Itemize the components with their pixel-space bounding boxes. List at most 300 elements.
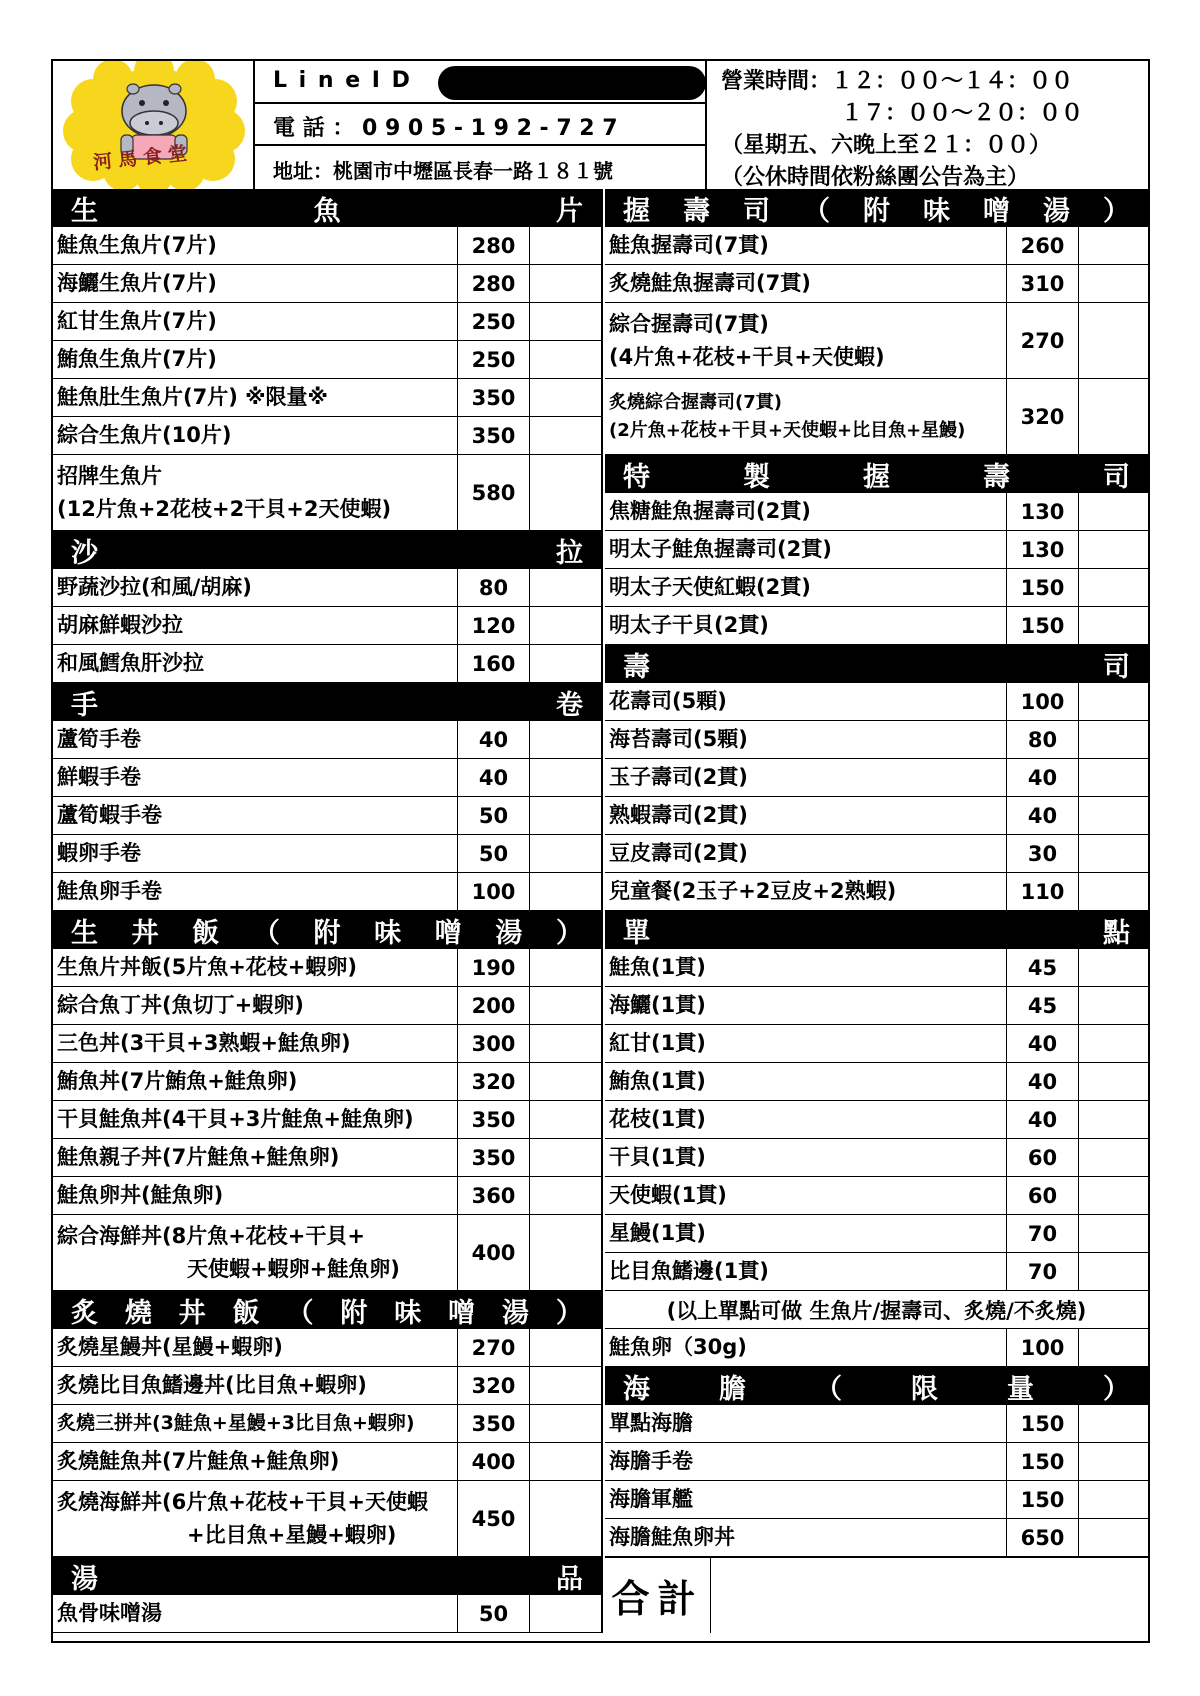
menu-item-row bbox=[605, 1405, 1148, 1443]
section-title-char: 湯 bbox=[502, 1297, 529, 1329]
item-price: 40 bbox=[457, 721, 529, 758]
section-title-char: 湯 bbox=[495, 917, 523, 949]
section-title-char: 壽 bbox=[683, 195, 710, 227]
item-name-line: 星鰻(1貫) bbox=[609, 1221, 706, 1246]
line-id-label: L i n e I D bbox=[273, 68, 412, 93]
item-price: 130 bbox=[1006, 493, 1078, 530]
menu-item-row bbox=[605, 721, 1148, 759]
item-price: 100 bbox=[457, 873, 529, 910]
right-column bbox=[605, 189, 1148, 1633]
total-box[interactable] bbox=[712, 1558, 1148, 1633]
quantity-box[interactable] bbox=[529, 949, 603, 986]
item-name-line: 蘆筍蝦手卷 bbox=[57, 803, 162, 828]
item-name bbox=[609, 1063, 706, 1100]
item-name bbox=[57, 455, 391, 530]
item-name bbox=[57, 1177, 223, 1214]
logo-text: 河馬食堂 bbox=[92, 141, 195, 175]
quantity-box[interactable] bbox=[1078, 683, 1148, 720]
section-header-nigiri bbox=[605, 189, 1148, 227]
quantity-box[interactable] bbox=[1078, 227, 1148, 264]
item-name bbox=[57, 1367, 367, 1404]
quantity-box[interactable] bbox=[529, 1177, 603, 1214]
menu-item-row bbox=[53, 1025, 601, 1063]
sushi-list bbox=[605, 683, 1148, 911]
quantity-box[interactable] bbox=[529, 1367, 603, 1404]
section-title-char: 品 bbox=[556, 1563, 583, 1595]
quantity-box[interactable] bbox=[1078, 531, 1148, 568]
quantity-box[interactable] bbox=[1078, 569, 1148, 606]
quantity-box[interactable] bbox=[1078, 1101, 1148, 1138]
menu-item-row bbox=[53, 835, 601, 873]
item-name-line: 豆皮壽司(2貫) bbox=[609, 841, 748, 866]
section-title-char: 魚 bbox=[313, 195, 341, 227]
item-name bbox=[57, 1481, 428, 1556]
quantity-box[interactable] bbox=[1078, 303, 1148, 378]
menu-item-row bbox=[53, 569, 601, 607]
menu-item-row bbox=[605, 797, 1148, 835]
total-row bbox=[605, 1557, 1148, 1633]
item-price: 45 bbox=[1006, 987, 1078, 1024]
menu-item-row bbox=[53, 1215, 601, 1291]
menu-item-row bbox=[605, 379, 1148, 455]
item-name bbox=[609, 1025, 706, 1062]
item-price: 70 bbox=[1006, 1215, 1078, 1252]
item-name bbox=[609, 873, 896, 910]
item-price: 130 bbox=[1006, 531, 1078, 568]
menu-item-row bbox=[53, 797, 601, 835]
nigiri-list bbox=[605, 227, 1148, 455]
item-name-line-2: (12片魚+2花枝+2干貝+2天使蝦) bbox=[57, 496, 392, 521]
item-name-line-2: (4片魚+花枝+干貝+天使蝦) bbox=[609, 344, 885, 369]
menu-item-row bbox=[605, 303, 1148, 379]
quantity-box[interactable] bbox=[529, 417, 603, 454]
item-price: 320 bbox=[457, 1367, 529, 1404]
section-header-raw-don bbox=[53, 911, 601, 949]
menu-item-row bbox=[53, 721, 601, 759]
menu-item-row bbox=[53, 759, 601, 797]
section-title-char: 單 bbox=[623, 917, 650, 949]
quantity-box[interactable] bbox=[529, 341, 603, 378]
sashimi-list bbox=[53, 227, 601, 531]
menu-item-row bbox=[605, 987, 1148, 1025]
item-name bbox=[57, 607, 183, 644]
item-name-line: 炙燒星鰻丼(星鰻+蝦卵) bbox=[57, 1335, 283, 1360]
item-name-line: 綜合魚丁丼(魚切丁+蝦卵) bbox=[57, 993, 304, 1018]
item-name-line: 比目魚鰭邊(1貫) bbox=[609, 1259, 769, 1284]
item-name-line: 海鱺生魚片(7片) bbox=[57, 271, 217, 296]
menu-item-row bbox=[53, 455, 601, 531]
quantity-box[interactable] bbox=[1078, 797, 1148, 834]
item-price: 250 bbox=[457, 303, 529, 340]
section-title-char: 限 bbox=[911, 1373, 938, 1405]
menu-item-row bbox=[53, 987, 601, 1025]
section-header-single bbox=[605, 911, 1148, 949]
quantity-box[interactable] bbox=[1078, 1139, 1148, 1176]
menu-item-row bbox=[605, 531, 1148, 569]
single-list bbox=[605, 949, 1148, 1291]
quantity-box[interactable] bbox=[1078, 265, 1148, 302]
quantity-box[interactable] bbox=[529, 303, 603, 340]
section-header-handroll bbox=[53, 683, 601, 721]
item-name-line: 干貝(1貫) bbox=[609, 1145, 706, 1170]
menu-item-row bbox=[53, 1177, 601, 1215]
item-name-line: 炙燒海鮮丼(6片魚+花枝+干貝+天使蝦 bbox=[57, 1489, 428, 1514]
item-name bbox=[609, 949, 706, 986]
menu-item-row bbox=[605, 1519, 1148, 1557]
item-price: 280 bbox=[457, 265, 529, 302]
item-name bbox=[57, 341, 217, 378]
section-title-char: 附 bbox=[340, 1297, 368, 1329]
item-price: 350 bbox=[457, 1405, 529, 1442]
menu-item-row bbox=[605, 569, 1148, 607]
item-price: 60 bbox=[1006, 1139, 1078, 1176]
section-title-char: 司 bbox=[1103, 651, 1130, 683]
item-name bbox=[57, 797, 162, 834]
item-name bbox=[609, 227, 769, 264]
menu-item-row bbox=[53, 645, 601, 683]
item-name-line: 和風鱈魚肝沙拉 bbox=[57, 651, 204, 676]
item-name-line: 招牌生魚片 bbox=[57, 463, 162, 488]
section-title-char: 片 bbox=[556, 195, 583, 227]
item-name-line: 三色丼(3干貝+3熟蝦+鮭魚卵) bbox=[57, 1031, 351, 1056]
section-title-char: 噌 bbox=[434, 917, 462, 949]
quantity-box[interactable] bbox=[529, 1139, 603, 1176]
menu-item-row bbox=[53, 379, 601, 417]
quantity-box[interactable] bbox=[1078, 721, 1148, 758]
phone-number: 電 話 ： 0 9 0 5 - 1 9 2 - 7 2 7 bbox=[273, 116, 618, 141]
quantity-box[interactable] bbox=[1078, 607, 1148, 644]
section-title-char: 司 bbox=[743, 195, 770, 227]
section-title-char: 握 bbox=[863, 461, 890, 493]
item-name bbox=[57, 759, 141, 796]
menu-item-row bbox=[53, 1443, 601, 1481]
hours-line-2: １７：００～２０：００ bbox=[841, 101, 1084, 126]
quantity-box[interactable] bbox=[529, 1481, 603, 1556]
item-price: 280 bbox=[457, 227, 529, 264]
item-price: 160 bbox=[457, 645, 529, 682]
quantity-box[interactable] bbox=[1078, 379, 1148, 454]
section-title-char: 沙 bbox=[71, 537, 98, 569]
section-title-char: 味 bbox=[374, 917, 402, 949]
menu-sheet bbox=[51, 59, 1150, 1643]
quantity-box[interactable] bbox=[529, 1595, 603, 1632]
address-row bbox=[255, 146, 705, 189]
item-name-line: 海膽鮭魚卵丼 bbox=[609, 1525, 735, 1550]
item-price: 360 bbox=[457, 1177, 529, 1214]
handroll-list bbox=[53, 721, 601, 911]
section-title-char: 湯 bbox=[71, 1563, 98, 1595]
quantity-box[interactable] bbox=[1078, 493, 1148, 530]
menu-item-row bbox=[53, 1101, 601, 1139]
section-title-char: 丼 bbox=[178, 1297, 206, 1329]
item-name-line: 鮭魚親子丼(7片鮭魚+鮭魚卵) bbox=[57, 1145, 340, 1170]
item-name-line: 熟蝦壽司(2貫) bbox=[609, 803, 748, 828]
section-title-char: 手 bbox=[71, 689, 98, 721]
item-price: 260 bbox=[1006, 227, 1078, 264]
quantity-box[interactable] bbox=[529, 455, 603, 530]
quantity-box[interactable] bbox=[1078, 1405, 1148, 1442]
item-name bbox=[609, 987, 706, 1024]
quantity-box[interactable] bbox=[1078, 873, 1148, 910]
item-name bbox=[609, 1177, 727, 1214]
item-price: 300 bbox=[457, 1025, 529, 1062]
section-title-char: （ bbox=[815, 1373, 842, 1405]
quantity-box[interactable] bbox=[529, 1405, 603, 1442]
quantity-box[interactable] bbox=[529, 1443, 603, 1480]
section-title-char: 壽 bbox=[983, 461, 1010, 493]
menu-item-row bbox=[605, 873, 1148, 911]
item-name-line: 單點海膽 bbox=[609, 1411, 693, 1436]
quantity-box[interactable] bbox=[1078, 949, 1148, 986]
menu-item-row bbox=[605, 949, 1148, 987]
left-column bbox=[53, 189, 603, 1633]
menu-item-row bbox=[605, 1101, 1148, 1139]
item-name bbox=[57, 721, 141, 758]
menu-item-row bbox=[605, 607, 1148, 645]
section-title-char: （ bbox=[286, 1297, 314, 1329]
menu-item-row bbox=[605, 1329, 1148, 1367]
section-title-char: 湯 bbox=[1043, 195, 1070, 227]
item-name-line: 魚骨味噌湯 bbox=[57, 1601, 162, 1626]
item-name bbox=[609, 1405, 693, 1442]
quantity-box[interactable] bbox=[529, 569, 603, 606]
menu-item-row bbox=[53, 1481, 601, 1557]
section-title-char: ） bbox=[555, 1297, 583, 1329]
quantity-box[interactable] bbox=[529, 265, 603, 302]
item-price: 100 bbox=[1006, 1329, 1078, 1366]
hippo-logo-icon bbox=[53, 61, 255, 189]
hours-line-4: （公休時間依粉絲團公告為主） bbox=[721, 165, 1030, 187]
item-name-line: 海鱺(1貫) bbox=[609, 993, 706, 1018]
item-name bbox=[57, 569, 252, 606]
section-title-char: ） bbox=[1103, 1373, 1130, 1405]
section-title-char: 飯 bbox=[192, 917, 220, 949]
item-name-line: 生魚片丼飯(5片魚+花枝+蝦卵) bbox=[57, 955, 357, 980]
section-header-sushi bbox=[605, 645, 1148, 683]
item-name-line: 炙燒鮭魚握壽司(7貫) bbox=[609, 271, 811, 296]
item-name bbox=[609, 493, 811, 530]
quantity-box[interactable] bbox=[529, 987, 603, 1024]
item-name-line: 海膽軍艦 bbox=[609, 1487, 693, 1512]
quantity-box[interactable] bbox=[529, 721, 603, 758]
menu-item-row bbox=[53, 873, 601, 911]
menu-header bbox=[53, 61, 1148, 189]
quantity-box[interactable] bbox=[1078, 1519, 1148, 1556]
item-name bbox=[57, 1329, 283, 1366]
item-price: 60 bbox=[1006, 1177, 1078, 1214]
item-name bbox=[57, 1101, 414, 1138]
menu-item-row bbox=[53, 417, 601, 455]
section-title-char: 膽 bbox=[719, 1373, 746, 1405]
special-nigiri-list bbox=[605, 493, 1148, 645]
section-title-char: ） bbox=[556, 917, 583, 949]
menu-item-row bbox=[53, 1063, 601, 1101]
soup-list bbox=[53, 1595, 601, 1633]
item-name bbox=[609, 797, 748, 834]
section-header-soup bbox=[53, 1557, 601, 1595]
item-price: 190 bbox=[457, 949, 529, 986]
item-price: 45 bbox=[1006, 949, 1078, 986]
menu-item-row bbox=[605, 1177, 1148, 1215]
salad-list bbox=[53, 569, 601, 683]
item-name bbox=[57, 1215, 400, 1290]
menu-item-row bbox=[605, 683, 1148, 721]
item-price: 40 bbox=[1006, 1063, 1078, 1100]
quantity-box[interactable] bbox=[529, 227, 603, 264]
section-title-char: 丼 bbox=[131, 917, 159, 949]
quantity-box[interactable] bbox=[1078, 1481, 1148, 1518]
section-title-char: 製 bbox=[743, 461, 770, 493]
quantity-box[interactable] bbox=[1078, 1177, 1148, 1214]
item-name-line: 天使蝦(1貫) bbox=[609, 1183, 727, 1208]
item-name-line: 炙燒三拼丼(3鮭魚+星鰻+3比目魚+蝦卵) bbox=[57, 1411, 415, 1434]
item-name-line: 野蔬沙拉(和風/胡麻) bbox=[57, 575, 252, 600]
quantity-box[interactable] bbox=[529, 607, 603, 644]
item-name bbox=[57, 1443, 339, 1480]
item-price: 50 bbox=[457, 835, 529, 872]
item-name-line-2: 天使蝦+蝦卵+鮭魚卵) bbox=[187, 1256, 400, 1281]
item-price: 40 bbox=[1006, 1025, 1078, 1062]
item-name-line: 花壽司(5顆) bbox=[609, 689, 727, 714]
menu-item-row bbox=[53, 1595, 601, 1633]
item-name bbox=[57, 835, 141, 872]
quantity-box[interactable] bbox=[1078, 1025, 1148, 1062]
item-price: 450 bbox=[457, 1481, 529, 1556]
menu-item-row bbox=[605, 1481, 1148, 1519]
quantity-box[interactable] bbox=[1078, 835, 1148, 872]
item-price: 350 bbox=[457, 379, 529, 416]
section-title-char: 特 bbox=[623, 461, 650, 493]
item-name-line: 紅甘生魚片(7片) bbox=[57, 309, 217, 334]
item-name bbox=[609, 607, 769, 644]
section-title-char: 噌 bbox=[983, 195, 1010, 227]
item-name bbox=[57, 1063, 297, 1100]
quantity-box[interactable] bbox=[529, 797, 603, 834]
item-name bbox=[609, 1253, 769, 1290]
item-price: 270 bbox=[457, 1329, 529, 1366]
quantity-box[interactable] bbox=[1078, 1329, 1148, 1366]
quantity-box[interactable] bbox=[529, 1329, 603, 1366]
quantity-box[interactable] bbox=[529, 835, 603, 872]
section-title-char: 生 bbox=[71, 195, 98, 227]
item-price: 310 bbox=[1006, 265, 1078, 302]
item-name-line: 花枝(1貫) bbox=[609, 1107, 706, 1132]
menu-item-row bbox=[53, 341, 601, 379]
menu-item-row bbox=[605, 1063, 1148, 1101]
phone-row bbox=[255, 104, 705, 146]
item-name bbox=[609, 835, 748, 872]
item-price: 400 bbox=[457, 1443, 529, 1480]
item-price: 50 bbox=[457, 797, 529, 834]
section-title-char: 燒 bbox=[124, 1297, 152, 1329]
quantity-box[interactable] bbox=[529, 873, 603, 910]
quantity-box[interactable] bbox=[529, 645, 603, 682]
menu-item-row bbox=[53, 1405, 601, 1443]
menu-item-row bbox=[605, 759, 1148, 797]
quantity-box[interactable] bbox=[529, 759, 603, 796]
menu-item-row bbox=[53, 949, 601, 987]
item-name bbox=[609, 1139, 706, 1176]
menu-item-row bbox=[605, 265, 1148, 303]
section-title-char: 味 bbox=[394, 1297, 422, 1329]
item-name bbox=[57, 949, 357, 986]
item-name-line: 兒童餐(2玉子+2豆皮+2熟蝦) bbox=[609, 879, 897, 904]
quantity-box[interactable] bbox=[529, 1063, 603, 1100]
item-name bbox=[609, 379, 965, 454]
redacted-line-id bbox=[438, 66, 705, 100]
item-name-line: 鮭魚卵手卷 bbox=[57, 879, 162, 904]
quantity-box[interactable] bbox=[1078, 987, 1148, 1024]
hours-line-1: 營業時間：１２：００～１４：００ bbox=[721, 69, 1074, 94]
item-price: 50 bbox=[457, 1595, 529, 1632]
item-price: 350 bbox=[457, 417, 529, 454]
menu-item-row bbox=[53, 227, 601, 265]
quantity-box[interactable] bbox=[1078, 1215, 1148, 1252]
section-title-char: 量 bbox=[1007, 1373, 1034, 1405]
item-price: 80 bbox=[457, 569, 529, 606]
quantity-box[interactable] bbox=[1078, 1253, 1148, 1290]
section-title-char: 噌 bbox=[448, 1297, 476, 1329]
item-name-line: 海苔壽司(5顆) bbox=[609, 727, 748, 752]
quantity-box[interactable] bbox=[529, 1101, 603, 1138]
item-price: 70 bbox=[1006, 1253, 1078, 1290]
quantity-box[interactable] bbox=[1078, 1063, 1148, 1100]
item-name: 鮭魚卵（30g) bbox=[609, 1335, 747, 1360]
quantity-box[interactable] bbox=[529, 1025, 603, 1062]
item-price: 40 bbox=[1006, 759, 1078, 796]
quantity-box[interactable] bbox=[529, 1215, 603, 1290]
section-title-char: 點 bbox=[1103, 917, 1130, 949]
item-name bbox=[609, 303, 885, 378]
uni-list bbox=[605, 1405, 1148, 1557]
item-name bbox=[609, 1101, 706, 1138]
item-price: 30 bbox=[1006, 835, 1078, 872]
item-name-line: 蝦卵手卷 bbox=[57, 841, 141, 866]
item-name-line: 綜合海鮮丼(8片魚+花枝+干貝+ bbox=[57, 1223, 365, 1248]
item-price: 40 bbox=[1006, 1101, 1078, 1138]
item-name-line: 明太子鮭魚握壽司(2貫) bbox=[609, 537, 832, 562]
quantity-box[interactable] bbox=[1078, 759, 1148, 796]
total-label: 合計 bbox=[605, 1558, 711, 1633]
item-name-line: 炙燒比目魚鰭邊丼(比目魚+蝦卵) bbox=[57, 1373, 367, 1398]
aburi-don-list bbox=[53, 1329, 601, 1557]
item-price: 580 bbox=[457, 455, 529, 530]
section-title-char: 壽 bbox=[623, 651, 650, 683]
item-price: 150 bbox=[1006, 607, 1078, 644]
item-price: 40 bbox=[1006, 797, 1078, 834]
menu-item-row bbox=[605, 1215, 1148, 1253]
item-price: 150 bbox=[1006, 1481, 1078, 1518]
item-name bbox=[57, 227, 217, 264]
menu-item-row bbox=[53, 1329, 601, 1367]
section-title-char: 卷 bbox=[556, 689, 583, 721]
section-header-sashimi bbox=[53, 189, 601, 227]
quantity-box[interactable] bbox=[529, 379, 603, 416]
quantity-box[interactable] bbox=[1078, 1443, 1148, 1480]
menu-item-row bbox=[53, 265, 601, 303]
section-title-char: 司 bbox=[1103, 461, 1130, 493]
item-name bbox=[609, 265, 811, 302]
item-name bbox=[57, 1405, 415, 1442]
item-name bbox=[609, 721, 748, 758]
item-name bbox=[57, 987, 304, 1024]
line-id-row bbox=[255, 61, 705, 104]
item-name-line: 鮭魚肚生魚片(7片) ※限量※ bbox=[57, 385, 328, 410]
item-name bbox=[57, 645, 204, 682]
item-price: 120 bbox=[457, 607, 529, 644]
item-name-line-2: +比目魚+星鰻+蝦卵) bbox=[187, 1522, 397, 1547]
item-name bbox=[609, 1443, 693, 1480]
